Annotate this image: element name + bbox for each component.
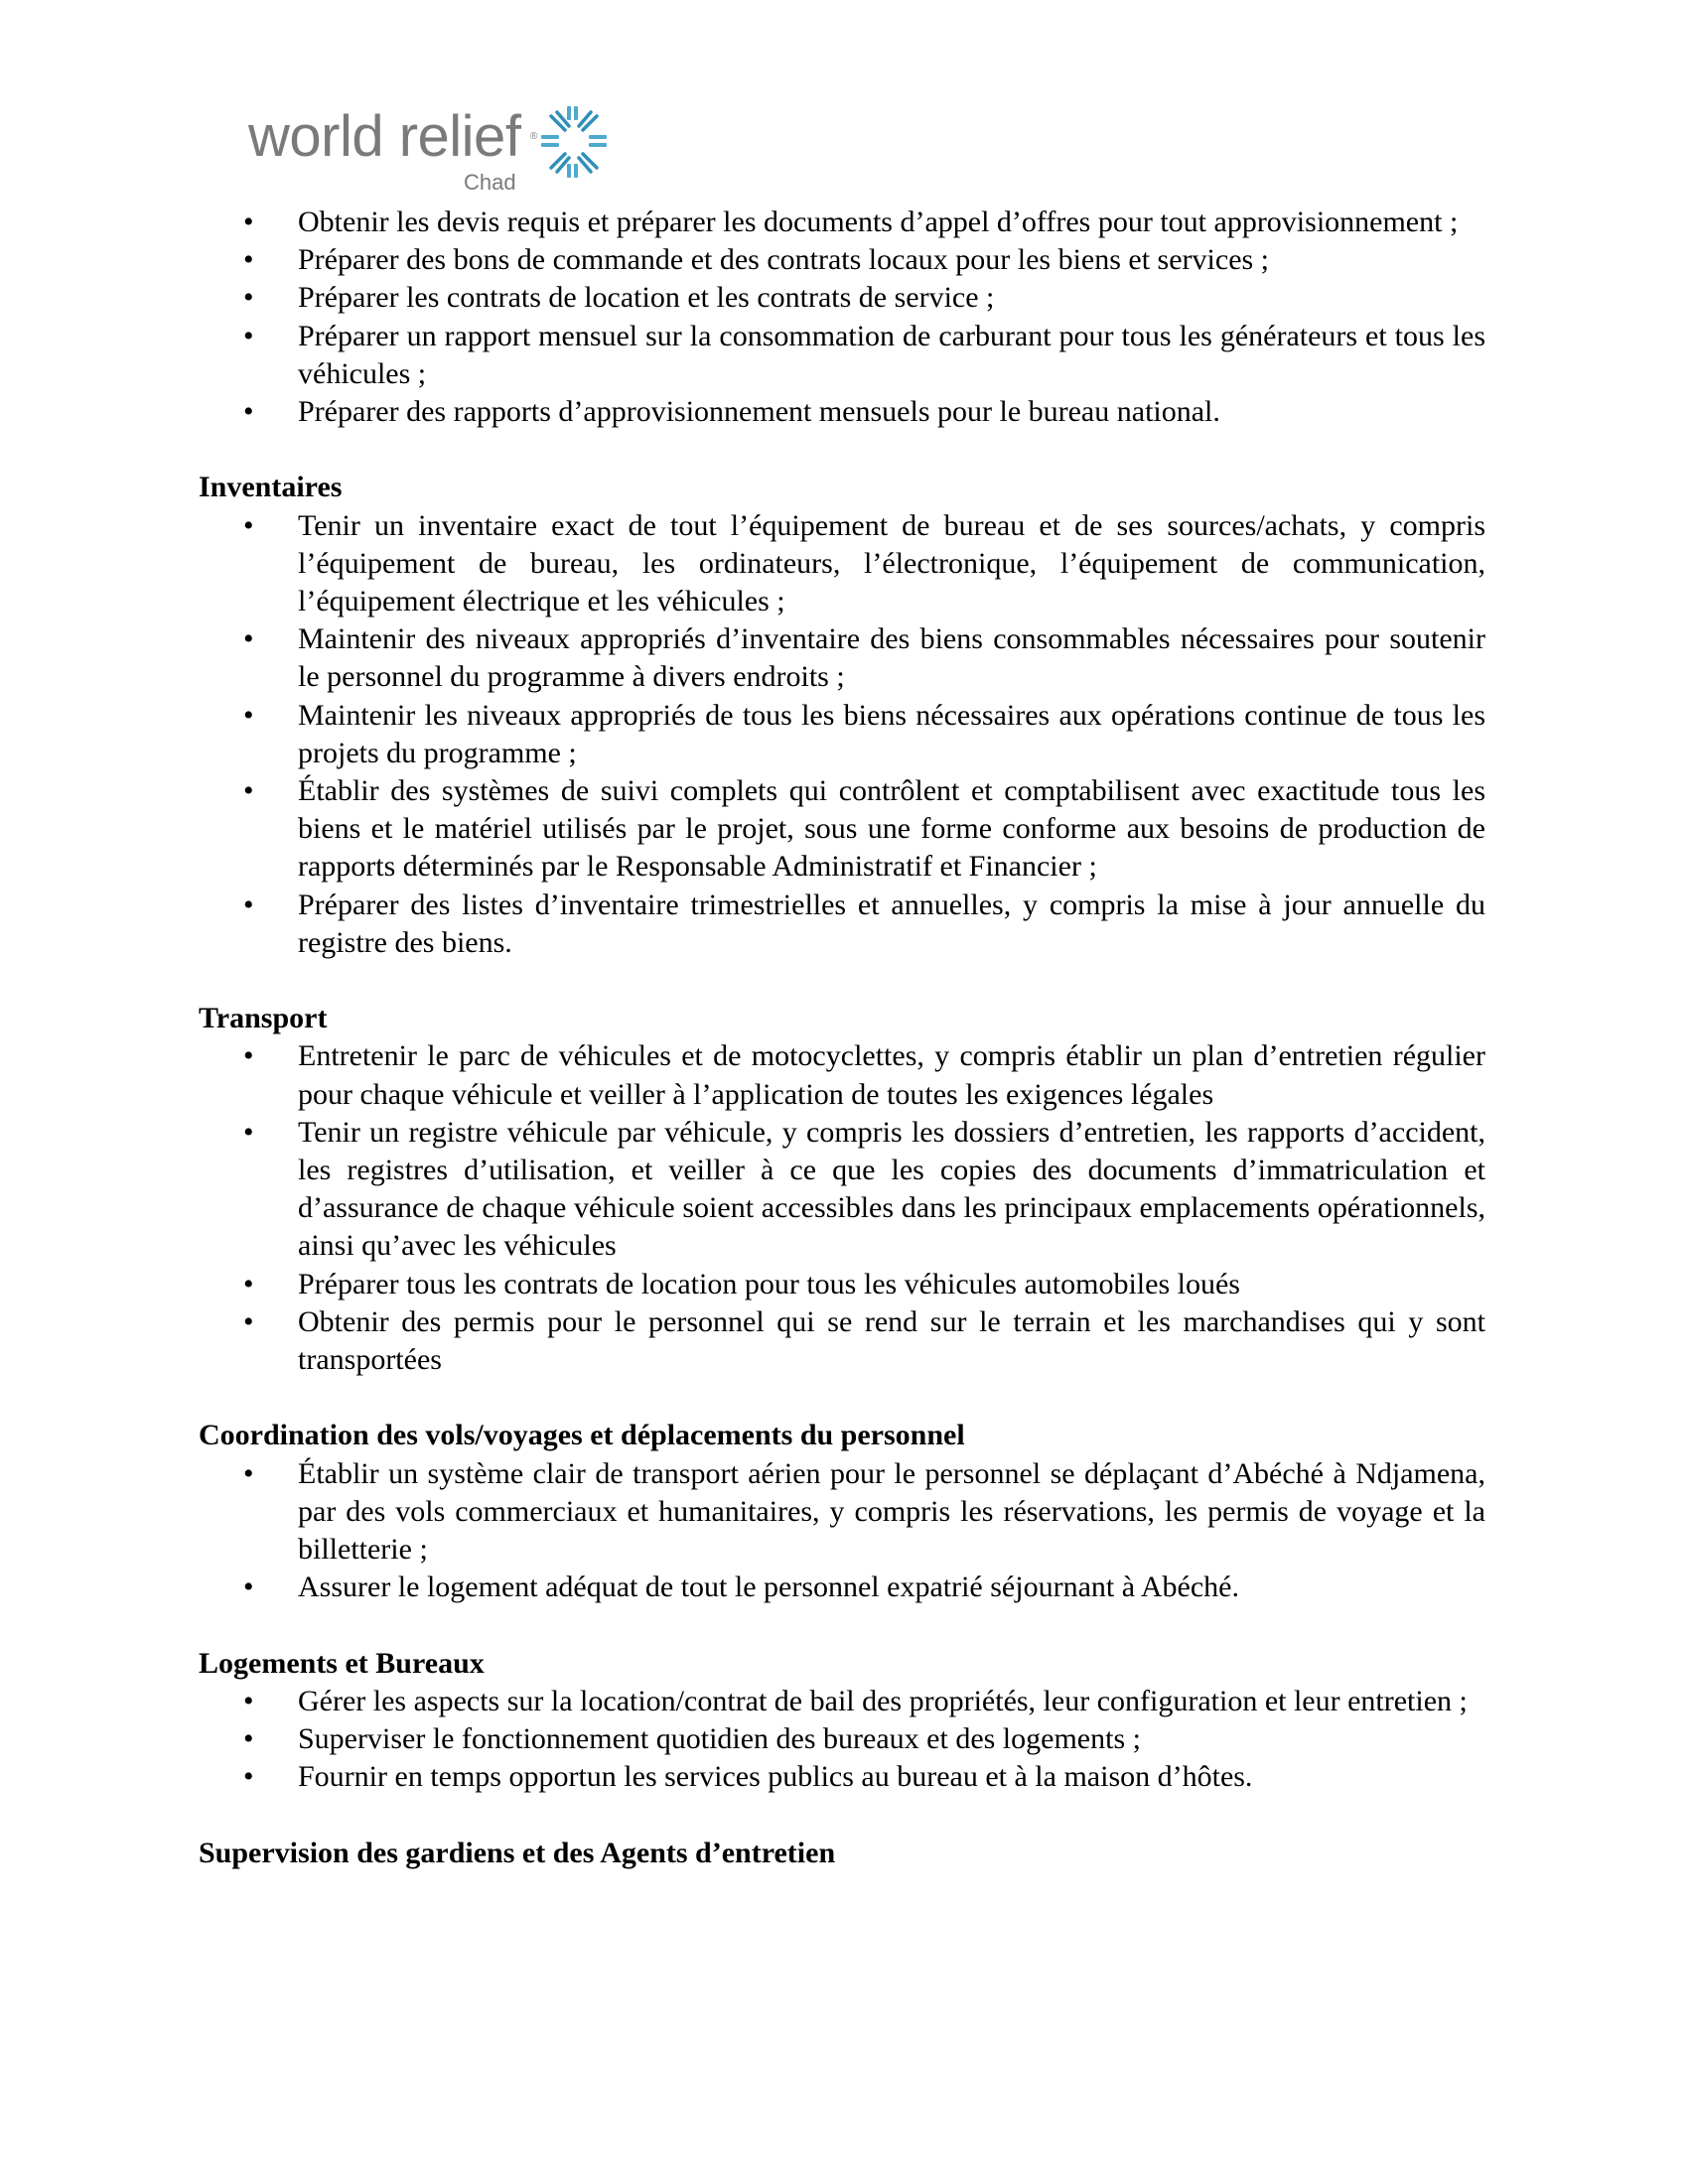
section-heading: Inventaires: [199, 471, 343, 504]
bullet-icon: •: [243, 1115, 254, 1149]
list-item: [199, 1569, 1485, 1606]
list-item-text: Tenir un inventaire exact de tout l’équipement de bureau et de ses sources/achats, y compris l’équipement de bureau, les ordinateurs, l’électronique, l’équipement de communication, l’équipement électrique et les véhicules ;: [298, 508, 1485, 617]
list-item: [199, 1720, 1485, 1758]
intro-list: [199, 204, 1485, 431]
list-item-text: Préparer tous les contrats de location pour tous les véhicules automobiles loués: [298, 1267, 1240, 1300]
bullet-icon: •: [243, 1267, 254, 1300]
list-item: [199, 1758, 1485, 1796]
list-item: [199, 1037, 1485, 1113]
section-list: [199, 1037, 1485, 1379]
list-item-text: Établir un système clair de transport aérien pour le personnel se déplaçant d’Abéché à Ndjamena, par des vols commerciaux et humanitaires, y compris les réservations, les permis de voyage et la billetterie ;: [298, 1456, 1485, 1567]
bullet-icon: •: [243, 281, 254, 315]
world-relief-logo: [248, 102, 616, 195]
bullet-icon: •: [243, 1722, 254, 1755]
list-item: [199, 772, 1485, 887]
list-item-text: Obtenir les devis requis et préparer les documents d’appel d’offres pour tout approvisionnement ;: [298, 205, 1459, 238]
list-item-text: Superviser le fonctionnement quotidien des bureaux et des logements ;: [298, 1722, 1141, 1755]
bullet-icon: •: [243, 774, 254, 808]
list-item: [199, 620, 1485, 696]
section-transport: [199, 1000, 1485, 1379]
list-item-text: Préparer des rapports d’approvisionnement mensuels pour le bureau national.: [298, 395, 1220, 429]
list-item: [199, 204, 1485, 241]
list-item-text: Assurer le logement adéquat de tout le personnel expatrié séjournant à Abéché.: [298, 1570, 1239, 1604]
list-item-text: Entretenir le parc de véhicules et de motocyclettes, y compris établir un plan d’entretien régulier pour chaque véhicule et veiller à l’application de toutes les exigences légales: [298, 1039, 1485, 1111]
bullet-icon: •: [243, 243, 254, 277]
section-list: [199, 507, 1485, 962]
list-item-text: Maintenir les niveaux appropriés de tous les biens nécessaires aux opérations continue de tous les projets du programme ;: [298, 698, 1485, 769]
list-item: [199, 279, 1485, 317]
bullet-icon: •: [243, 1684, 254, 1717]
section-coordination-vols: [199, 1417, 1485, 1606]
list-item: [199, 1266, 1485, 1303]
logo-location: Chad: [464, 170, 516, 195]
bullet-icon: •: [243, 1456, 254, 1490]
intro-section: [199, 204, 1485, 431]
list-item: [199, 1455, 1485, 1570]
bullet-icon: •: [243, 1304, 254, 1338]
bullet-icon: •: [243, 698, 254, 732]
logo-cross-icon: [539, 104, 609, 180]
section-heading: Coordination des vols/voyages et déplacements du personnel: [199, 1419, 965, 1452]
list-item: [199, 241, 1485, 279]
logo-registered-mark: ®: [530, 131, 538, 142]
list-item: [199, 393, 1485, 431]
list-item: [199, 1114, 1485, 1266]
section-heading: Supervision des gardiens et des Agents d’entretien: [199, 1836, 836, 1869]
bullet-icon: •: [243, 508, 254, 542]
list-item-text: Préparer des listes d’inventaire trimestrielles et annuelles, y compris la mise à jour annuelle du registre des biens.: [298, 887, 1485, 959]
bullet-icon: •: [243, 622, 254, 656]
bullet-icon: •: [243, 205, 254, 238]
bullet-icon: •: [243, 1039, 254, 1073]
logo-wordmark: world relief: [248, 104, 521, 169]
list-item: [199, 887, 1485, 962]
bullet-icon: •: [243, 395, 254, 429]
bullet-icon: •: [243, 1760, 254, 1794]
list-item-text: Préparer les contrats de location et les contrats de service ;: [298, 281, 995, 315]
bullet-icon: •: [243, 1570, 254, 1604]
bullet-icon: •: [243, 319, 254, 352]
section-supervision-gardiens: [199, 1835, 1485, 1872]
list-item: [199, 697, 1485, 772]
list-item: [199, 507, 1485, 621]
list-item: [199, 318, 1485, 393]
list-item: [199, 1303, 1485, 1379]
list-item-text: Préparer des bons de commande et des contrats locaux pour les biens et services ;: [298, 243, 1270, 277]
list-item-text: Tenir un registre véhicule par véhicule, y compris les dossiers d’entretien, les rapports d’accident, les registres d’utilisation, et veiller à ce que les copies des documents d’immatriculation et d’assurance de chaque véhicule soient accessibles dans les principaux emplacements opérationnels, ainsi qu’avec les véhicules: [298, 1115, 1485, 1263]
section-list: [199, 1455, 1485, 1607]
section-heading: Logements et Bureaux: [199, 1646, 485, 1680]
list-item-text: Établir des systèmes de suivi complets qui contrôlent et comptabilisent avec exactitude tous les biens et le matériel utilisés par le projet, sous une forme conforme aux besoins de production de rapports déterminés par le Responsable Administratif et Financier ;: [298, 774, 1485, 884]
bullet-icon: •: [243, 887, 254, 921]
list-item-text: Obtenir des permis pour le personnel qui se rend sur le terrain et les marchandises qui y sont transportées: [298, 1304, 1485, 1377]
list-item-text: Fournir en temps opportun les services publics au bureau et à la maison d’hôtes.: [298, 1760, 1253, 1794]
list-item-text: Préparer un rapport mensuel sur la consommation de carburant pour tous les générateurs et tous les véhicules ;: [298, 319, 1485, 390]
list-item: [199, 1683, 1485, 1720]
document-body: [199, 204, 1485, 1910]
list-item-text: Gérer les aspects sur la location/contrat de bail des propriétés, leur configuration et leur entretien ;: [298, 1684, 1468, 1717]
section-inventaires: [199, 469, 1485, 962]
section-logements-bureaux: [199, 1645, 1485, 1797]
list-item-text: Maintenir des niveaux appropriés d’inventaire des biens consommables nécessaires pour soutenir le personnel du programme à divers endroits ;: [298, 622, 1485, 694]
section-list: [199, 1683, 1485, 1797]
section-heading: Transport: [199, 1002, 328, 1035]
